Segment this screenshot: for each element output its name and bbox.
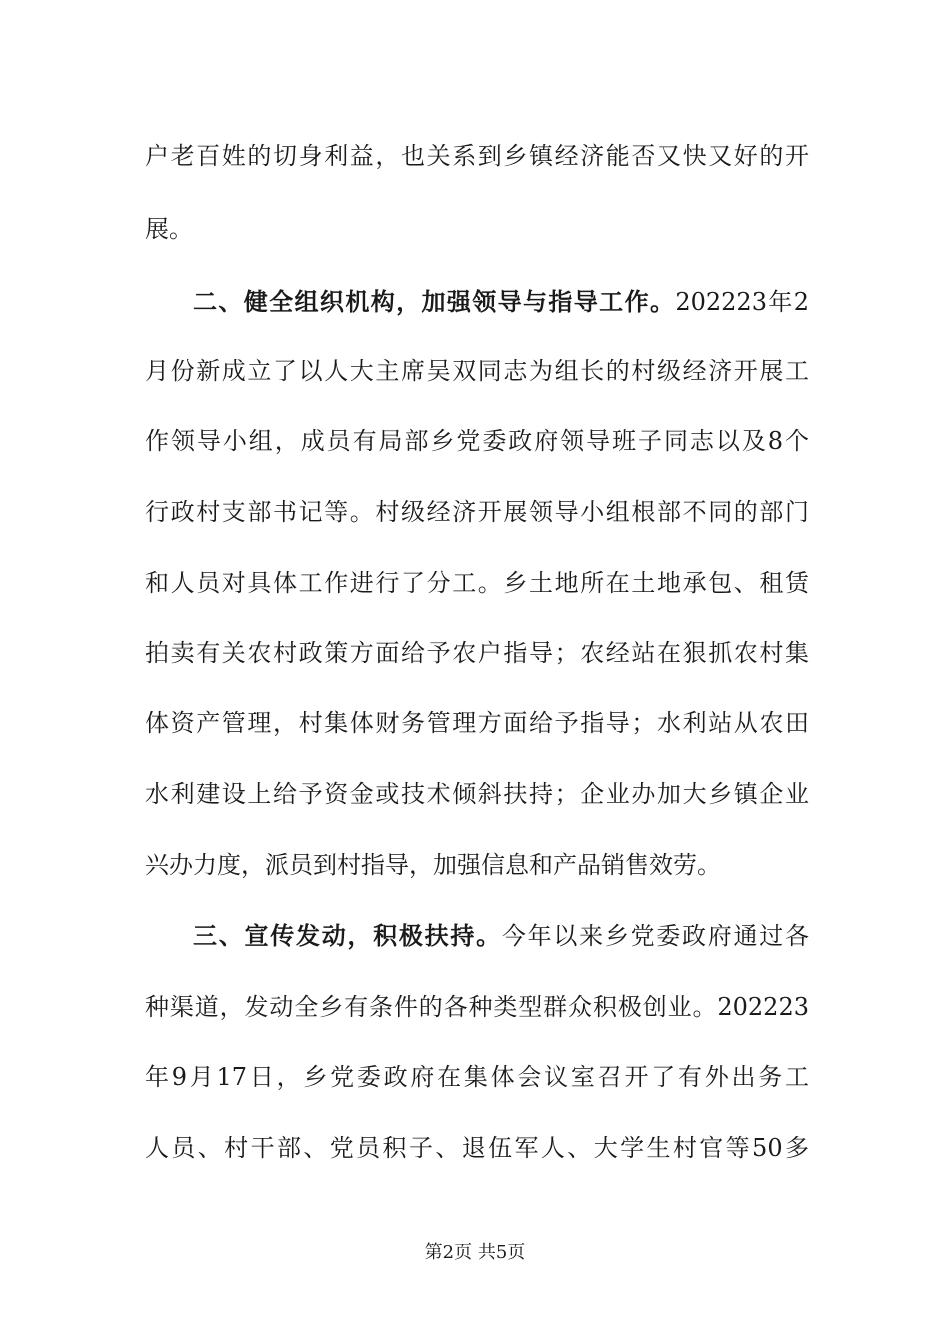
body-line-6: 行政村支部书记等。村级经济开展领导小组根部不同的部门 [145, 498, 809, 526]
body-line-13: 种渠道，发动全乡有条件的各种类型群众积极创业。202223 [145, 993, 809, 1021]
body-line-15: 人员、村干部、党员积子、退伍军人、大学生村官等50多 [145, 1134, 809, 1162]
body-line-5: 作领导小组，成员有局部乡党委政府领导班子同志以及8个 [145, 427, 809, 455]
body-line-11: 兴办力度，派员到村指导，加强信息和产品销售效劳。 [145, 851, 721, 879]
body-line-1: 户老百姓的切身利益，也关系到乡镇经济能否又快又好的开 [145, 142, 809, 170]
body-line-4: 月份新成立了以人大主席吴双同志为组长的村级经济开展工 [145, 357, 809, 385]
body-line-2: 展。 [145, 215, 193, 243]
body-line-14: 年9月17日，乡党委政府在集体会议室召开了有外出务工 [145, 1063, 809, 1091]
section-3-first-line [193, 916, 809, 956]
section-3-lead-text: 今年以来乡党委政府通过各 [501, 922, 810, 950]
body-line-10: 水利建设上给予资金或技术倾斜扶持；企业办加大乡镇企业 [145, 780, 809, 808]
section-3-heading: 三、宣传发动，积极扶持。 [193, 921, 502, 950]
body-line-7: 和人员对具体工作进行了分工。乡土地所在土地承包、租赁 [145, 569, 809, 597]
section-2-heading: 二、健全组织机构，加强领导与指导工作。 [193, 287, 676, 316]
body-line-9: 体资产管理，村集体财务管理方面给予指导；水利站从农田 [145, 709, 809, 737]
section-2-first-line [193, 282, 809, 322]
page-number-footer: 第2页 共5页 [424, 1242, 526, 1263]
body-line-8: 拍卖有关农村政策方面给予农户指导；农经站在狠抓农村集 [145, 639, 809, 667]
section-2-lead-text: 202223年2 [675, 288, 810, 316]
